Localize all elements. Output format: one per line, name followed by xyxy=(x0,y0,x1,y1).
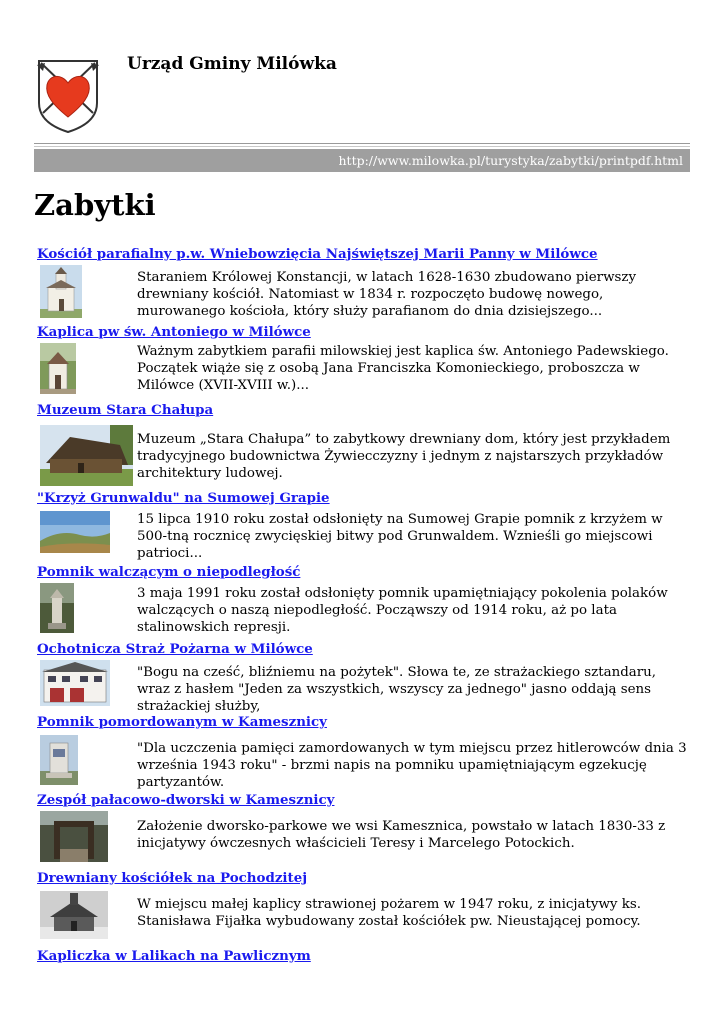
church-photo xyxy=(40,265,82,318)
list-item xyxy=(37,947,687,971)
list-item xyxy=(37,245,687,323)
item-description: 3 maja 1991 roku został odsłonięty pomnik upamiętniający pokolenia polaków walczących o naszą niepodległość. Począwszy od 1914 roku, aż po lata stalinowskich represji. xyxy=(137,586,668,635)
header-divider-light xyxy=(34,146,690,147)
fire-station-photo xyxy=(40,660,110,706)
site-title: Urząd Gminy Milówka xyxy=(127,54,337,74)
chapel-photo xyxy=(40,343,76,394)
item-title-link[interactable]: Pomnik walczącym o niepodległość xyxy=(37,564,301,580)
header-divider xyxy=(34,143,690,144)
wooden-church-photo xyxy=(40,891,108,939)
item-description: "Dla uczczenia pamięci zamordowanych w tym miejscu przez hitlerowców dnia 3 września 1943 roku" - brzmi napis na pomniku upamiętniającym egzekucję partyzantów. xyxy=(137,741,687,790)
item-title-link[interactable]: Ochotnicza Straż Pożarna w Milówce xyxy=(37,641,313,657)
item-description: W miejscu małej kaplicy strawionej pożarem w 1947 roku, z inicjatywy ks. Stanisława Fijałka wybudowany został kościółek pw. Nieustającej pomocy. xyxy=(137,897,641,929)
manor-gate-photo xyxy=(40,811,108,862)
list-item xyxy=(37,713,687,791)
monuments-list xyxy=(37,245,687,971)
hill-landscape-photo xyxy=(40,511,110,553)
item-description: 15 lipca 1910 roku został odsłonięty na Sumowej Grapie pomnik z krzyżem w 500-tną rocznicę zwycięskiej bitwy pod Grunwaldem. Wznieśli go miejscowi patrioci... xyxy=(137,512,663,561)
page-url-bar: http://www.milowka.pl/turystyka/zabytki/printpdf.html xyxy=(34,149,690,172)
list-item xyxy=(37,791,687,869)
list-item xyxy=(37,323,687,401)
item-description: Założenie dworsko-parkowe we wsi Kamesznica, powstało w latach 1830-33 z inicjatywy ówczesnych właścicieli Teresy i Marcelego Potockich. xyxy=(137,819,666,851)
memorial-photo xyxy=(40,735,78,785)
list-item xyxy=(37,640,687,713)
item-title-link[interactable]: Kapliczka w Lalikach na Pawlicznym xyxy=(37,948,311,964)
monument-photo xyxy=(40,583,74,633)
item-title-link[interactable]: Kościół parafialny p.w. Wniebowzięcia Najświętszej Marii Panny w Milówce xyxy=(37,246,598,262)
item-description: Muzeum „Stara Chałupa” to zabytkowy drewniany dom, który jest przykładem tradycyjnego budownictwa Żywiecczyzny i jednym z najstarszych przykładów architektury ludowej. xyxy=(137,432,671,481)
item-description: "Bogu na cześć, bliźniemu na pożytek". Słowa te, ze strażackiego sztandaru, wraz z hasłem "Jeden za wszystkich, wszyscy za jednego" jasno oddają sens strażackiej służby, xyxy=(137,665,657,714)
list-item xyxy=(37,489,687,563)
page-heading: Zabytki xyxy=(34,188,156,222)
item-description: Ważnym zabytkiem parafii milowskiej jest kaplica św. Antoniego Padewskiego. Początek wiąże się z osobą Jana Franciszka Komonieckiego, proboszcza w Milówce (XVII-XVIII w.)... xyxy=(137,344,669,393)
item-title-link[interactable]: Kaplica pw św. Antoniego w Milówce xyxy=(37,324,311,340)
item-title-link[interactable]: Drewniany kościółek na Pochodzitej xyxy=(37,870,308,886)
wooden-house-photo xyxy=(40,425,133,486)
list-item xyxy=(37,401,687,489)
item-description: Staraniem Królowej Konstancji, w latach 1628-1630 zbudowano pierwszy drewniany kościół. Natomiast w 1834 r. rozpoczęto budowę nowego, murowanego kościoła, który służy parafianom do dnia dzisiejszego... xyxy=(137,270,637,319)
item-title-link[interactable]: Pomnik pomordowanym w Kamesznicy xyxy=(37,714,327,730)
item-title-link[interactable]: Muzeum Stara Chałupa xyxy=(37,402,214,418)
list-item xyxy=(37,563,687,640)
coat-of-arms-logo xyxy=(33,55,103,135)
list-item xyxy=(37,869,687,947)
item-title-link[interactable]: Zespół pałacowo-dworski w Kamesznicy xyxy=(37,792,335,808)
item-title-link[interactable]: "Krzyż Grunwaldu" na Sumowej Grapie xyxy=(37,490,330,506)
